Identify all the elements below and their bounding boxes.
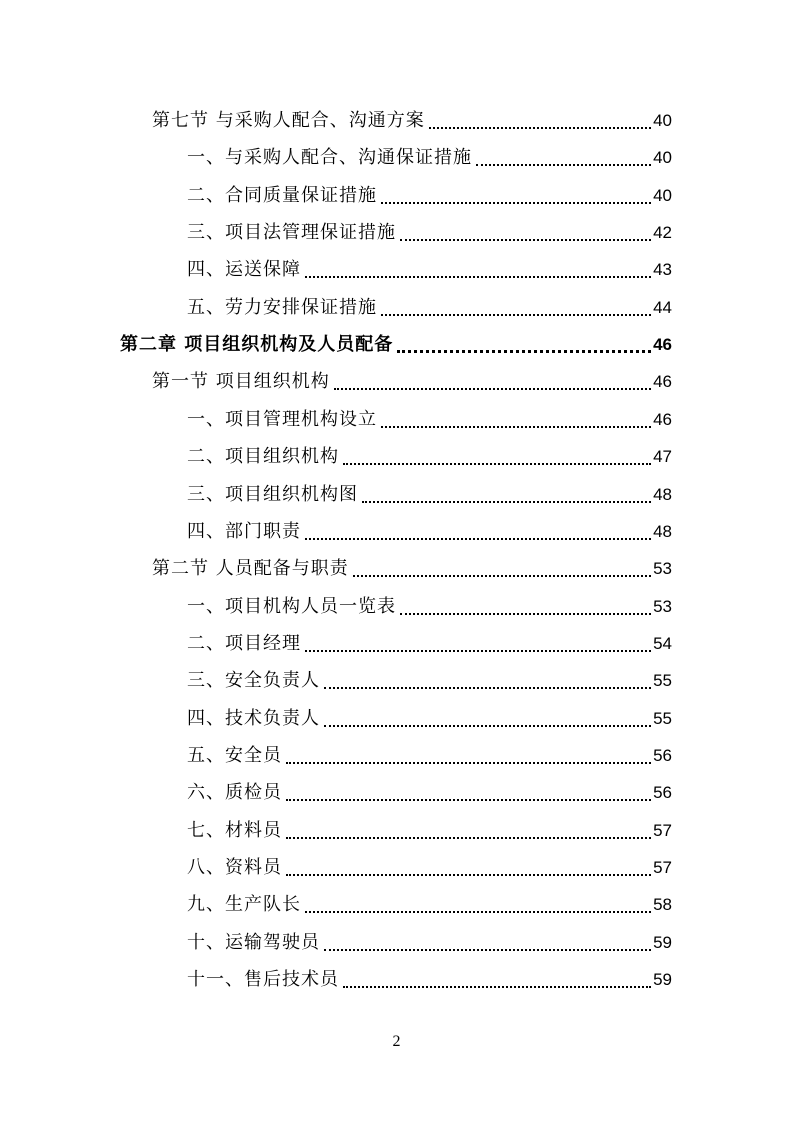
toc-dot-leader [400,613,651,615]
toc-subsection-entry[interactable] [187,440,672,468]
toc-section-entry[interactable] [152,104,672,132]
toc-entry-label: 一、项目管理机构设立 [187,408,377,430]
toc-chapter-entry[interactable] [120,328,672,356]
toc-entry-label: 十一、售后技术员 [187,969,339,991]
toc-dot-leader [353,575,651,577]
toc-entry-label: 五、安全员 [187,745,282,766]
toc-dot-leader [343,986,651,988]
toc-subsection-entry[interactable] [187,963,672,991]
toc-dot-leader [397,350,651,353]
toc-subsection-entry[interactable] [187,739,672,767]
toc-subsection-entry[interactable] [187,253,672,281]
toc-entry-label: 第七节 与采购人配合、沟通方案 [152,110,425,131]
toc-entry-label: 第一节 项目组织机构 [152,371,330,393]
toc-subsection-entry[interactable] [187,291,672,319]
toc-entry-label: 第二节 人员配备与职责 [152,558,349,580]
toc-subsection-entry[interactable] [187,179,672,207]
toc-entry-page: 56 [653,783,672,803]
toc-subsection-entry[interactable] [187,216,672,244]
toc-subsection-entry[interactable] [187,478,672,506]
toc-entry-label: 一、与采购人配合、沟通保证措施 [187,147,472,169]
toc-entry-page: 42 [653,223,672,243]
toc-entry-label: 九、生产队长 [187,894,301,916]
toc-entry-page: 55 [653,708,672,728]
toc-dot-leader [305,911,651,913]
toc-subsection-entry[interactable] [187,814,672,842]
toc-entry-label: 五、劳力安排保证措施 [187,296,377,318]
toc-entry-label: 三、项目法管理保证措施 [187,222,396,244]
toc-entry-page: 40 [653,185,672,205]
toc-dot-leader [286,874,651,876]
toc-entry-page: 40 [653,148,672,168]
toc-entry-page: 46 [653,335,672,355]
toc-dot-leader [343,463,651,465]
toc-entry-label: 二、项目组织机构 [187,446,339,468]
toc-entry-page: 46 [653,409,672,429]
toc-dot-leader [362,501,651,503]
toc-subsection-entry[interactable] [187,776,672,804]
toc-entry-page: 43 [653,260,672,280]
toc-entry-label: 四、技术负责人 [187,707,320,729]
toc-entry-page: 58 [653,895,672,915]
toc-subsection-entry[interactable] [187,926,672,954]
toc-entry-page: 53 [653,596,672,616]
toc-entry-page: 59 [653,970,672,990]
toc-dot-leader [305,650,651,652]
toc-subsection-entry[interactable] [187,664,672,692]
toc-entry-page: 54 [653,633,672,653]
toc-subsection-entry[interactable] [187,627,672,655]
toc-entry-page: 46 [653,372,672,392]
toc-dot-leader [286,799,651,801]
toc-dot-leader [400,239,651,241]
toc-subsection-entry[interactable] [187,851,672,879]
toc-dot-leader [334,388,651,390]
toc-subsection-entry[interactable] [187,702,672,730]
toc-entry-page: 48 [653,484,672,504]
toc-dot-leader [305,276,651,278]
toc-subsection-entry[interactable] [187,888,672,916]
toc-entry-page: 55 [653,671,672,691]
toc-entry-label: 二、项目经理 [187,632,301,654]
toc-entry-page: 57 [653,858,672,877]
toc-dot-leader [324,687,651,689]
toc-entry-label: 七、材料员 [187,819,282,841]
toc-entry-label: 二、合同质量保证措施 [187,184,377,206]
toc-entry-label: 八、资料员 [187,857,282,878]
toc-entry-page: 44 [653,297,672,317]
toc-subsection-entry[interactable] [187,403,672,431]
toc-entry-label: 十、运输驾驶员 [187,931,320,953]
toc-entry-page: 57 [653,820,672,840]
toc-entry-label: 六、质检员 [187,782,282,804]
toc-section-entry[interactable] [152,552,672,580]
toc-entry-page: 48 [653,521,672,541]
toc-subsection-entry[interactable] [187,141,672,169]
toc-dot-leader [381,426,651,428]
toc-entry-label: 一、项目机构人员一览表 [187,595,396,617]
toc-entry-page: 59 [653,932,672,952]
toc-entry-label: 四、运送保障 [187,259,301,281]
toc-entry-label: 四、部门职责 [187,520,301,542]
toc-entry-page: 47 [653,447,672,467]
toc-subsection-entry[interactable] [187,590,672,618]
toc-dot-leader [476,164,651,166]
toc-section-entry[interactable] [152,365,672,393]
toc-dot-leader [305,538,651,540]
toc-dot-leader [381,314,651,316]
toc-entry-page: 53 [653,559,672,579]
toc-dot-leader [429,127,651,129]
toc-subsection-entry[interactable] [187,515,672,543]
toc-entry-label: 三、项目组织机构图 [187,483,358,505]
toc-dot-leader [286,762,651,764]
toc-dot-leader [286,837,651,839]
toc-entry-page: 56 [653,746,672,765]
toc-dot-leader [324,949,651,951]
page-number: 2 [392,1033,401,1050]
toc-dot-leader [381,202,651,204]
toc-entry-page: 40 [653,111,672,130]
toc-entry-label: 三、安全负责人 [187,670,320,692]
toc-dot-leader [324,725,651,727]
toc-entry-label: 第二章 项目组织机构及人员配备 [120,334,394,356]
